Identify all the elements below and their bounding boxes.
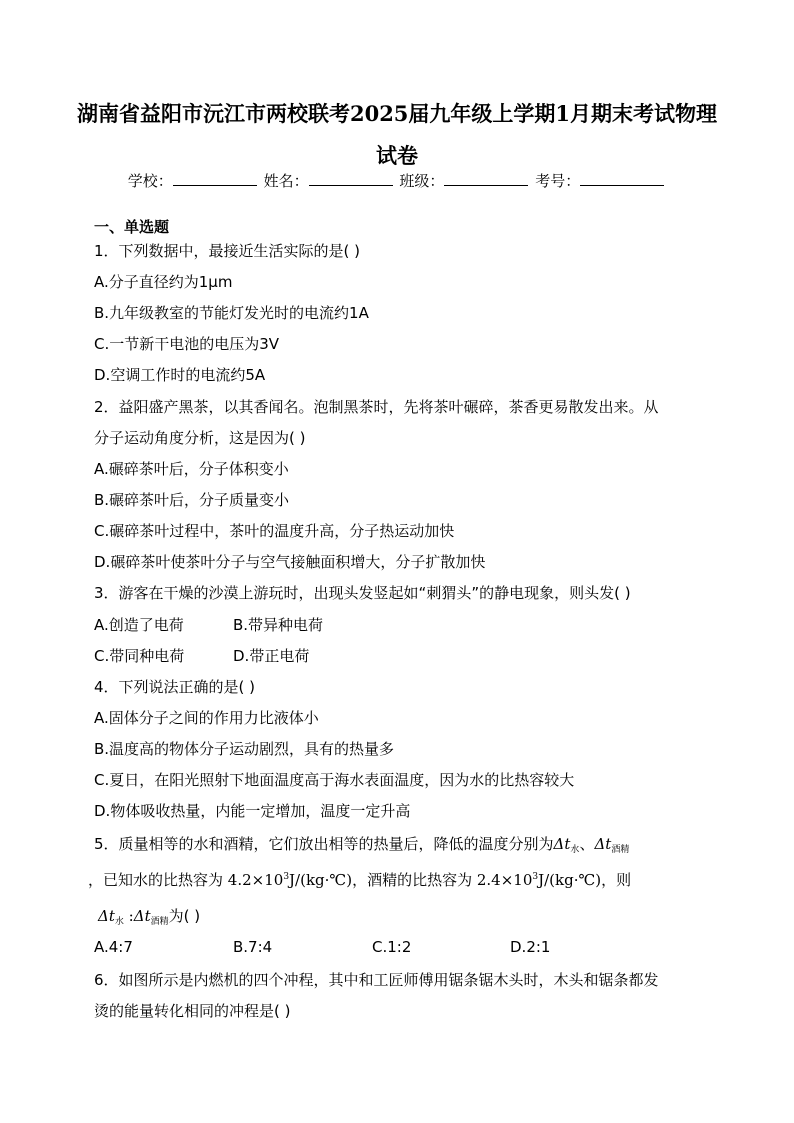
q6-stem-1: 6．如图所示是内燃机的四个冲程，其中和工匠师傅用锯条锯木头时，木头和锯条都发 bbox=[94, 971, 659, 989]
q3-option-a: A.创造了电荷 bbox=[94, 616, 184, 634]
q2-option-a: A.碾碎茶叶后，分子体积变小 bbox=[94, 460, 289, 478]
q5-separator: 、 bbox=[579, 835, 595, 853]
school-blank[interactable] bbox=[173, 171, 257, 186]
title-line-2: 试卷 bbox=[376, 143, 418, 168]
class-label: 班级： bbox=[399, 172, 445, 190]
q6-stem-2: 烫的能量转化相同的冲程是( ) bbox=[94, 1002, 291, 1020]
delta-t-water: $\Delta t_水$ bbox=[553, 835, 580, 855]
q5-stem-text: 5．质量相等的水和酒精，它们放出相等的热量后，降低的温度分别为 bbox=[94, 835, 554, 853]
q2-stem-2: 分子运动角度分析，这是因为( ) bbox=[94, 429, 306, 447]
q5-option-a: A.4:7 bbox=[94, 938, 133, 956]
school-label: 学校： bbox=[127, 172, 173, 190]
ratio-expression: $\Delta t_水$ $:\Delta t_{酒精}$ bbox=[98, 907, 169, 927]
q5-then: ，则 bbox=[601, 871, 632, 889]
q2-stem-1: 2．益阳盛产黑茶，以其香闻名。泡制黑茶时，先将茶叶碾碎，茶香更易散发出来。从 bbox=[94, 398, 659, 416]
water-specific-heat: $4.2\times 10^3J/(kg\cdot℃)$ bbox=[227, 871, 353, 889]
q1-option-c: C.一节新干电池的电压为3V bbox=[94, 335, 280, 353]
q5-option-c: C.1:2 bbox=[372, 938, 412, 956]
name-blank[interactable] bbox=[309, 171, 393, 186]
q4-option-a: A.固体分子之间的作用力比液体小 bbox=[94, 709, 319, 727]
q5-option-d: D.2:1 bbox=[510, 938, 551, 956]
q3-option-b: B.带异种电荷 bbox=[233, 616, 324, 634]
q4-option-c: C.夏日，在阳光照射下地面温度高于海水表面温度，因为水的比热容较大 bbox=[94, 771, 575, 789]
q5-stem-3 bbox=[98, 905, 200, 927]
title-line-1: 湖南省益阳市沅江市两校联考2025届九年级上学期1月期末考试物理 bbox=[76, 101, 718, 126]
q1-option-b: B.九年级教室的节能灯发光时的电流约1A bbox=[94, 304, 369, 322]
q1-option-d: D.空调工作时的电流约5A bbox=[94, 366, 266, 384]
number-label: 考号： bbox=[535, 172, 581, 190]
student-info-row bbox=[0, 170, 794, 191]
class-blank[interactable] bbox=[444, 171, 528, 186]
q2-option-d: D.碾碎茶叶使茶叶分子与空气接触面积增大，分子扩散加快 bbox=[94, 553, 486, 571]
q5-stem-2 bbox=[88, 869, 631, 890]
q2-option-c: C.碾碎茶叶过程中，茶叶的温度升高，分子热运动加快 bbox=[94, 522, 455, 540]
q4-stem: 4．下列说法正确的是( ) bbox=[94, 678, 256, 696]
delta-t-alcohol: $\Delta t_{酒精}$ bbox=[594, 835, 630, 855]
q1-option-a: A.分子直径约为1μm bbox=[94, 273, 233, 291]
q1-stem: 1．下列数据中，最接近生活实际的是( ) bbox=[94, 242, 361, 260]
exam-title bbox=[60, 93, 734, 177]
q3-option-d: D.带正电荷 bbox=[233, 647, 310, 665]
q5-water-heat-label: ，已知水的比热容为 bbox=[88, 871, 224, 889]
number-blank[interactable] bbox=[580, 171, 664, 186]
name-label: 姓名： bbox=[263, 172, 309, 190]
q2-option-b: B.碾碎茶叶后，分子质量变小 bbox=[94, 491, 290, 509]
alcohol-specific-heat: $2.4\times 10^3J/(kg\cdot℃)$ bbox=[476, 871, 602, 889]
q5-ask: 为( ) bbox=[168, 907, 201, 925]
q4-option-b: B.温度高的物体分子运动剧烈，具有的热量多 bbox=[94, 740, 395, 758]
q5-stem-1 bbox=[94, 833, 629, 855]
q3-stem: 3．游客在干燥的沙漠上游玩时，出现头发竖起如“刺猬头”的静电现象，则头发( ) bbox=[94, 584, 631, 602]
section-heading: 一、单选题 bbox=[94, 218, 170, 236]
q5-option-b: B.7:4 bbox=[233, 938, 273, 956]
q5-alcohol-heat-label: ，酒精的比热容为 bbox=[352, 871, 473, 889]
q4-option-d: D.物体吸收热量，内能一定增加，温度一定升高 bbox=[94, 802, 411, 820]
q3-option-c: C.带同种电荷 bbox=[94, 647, 185, 665]
